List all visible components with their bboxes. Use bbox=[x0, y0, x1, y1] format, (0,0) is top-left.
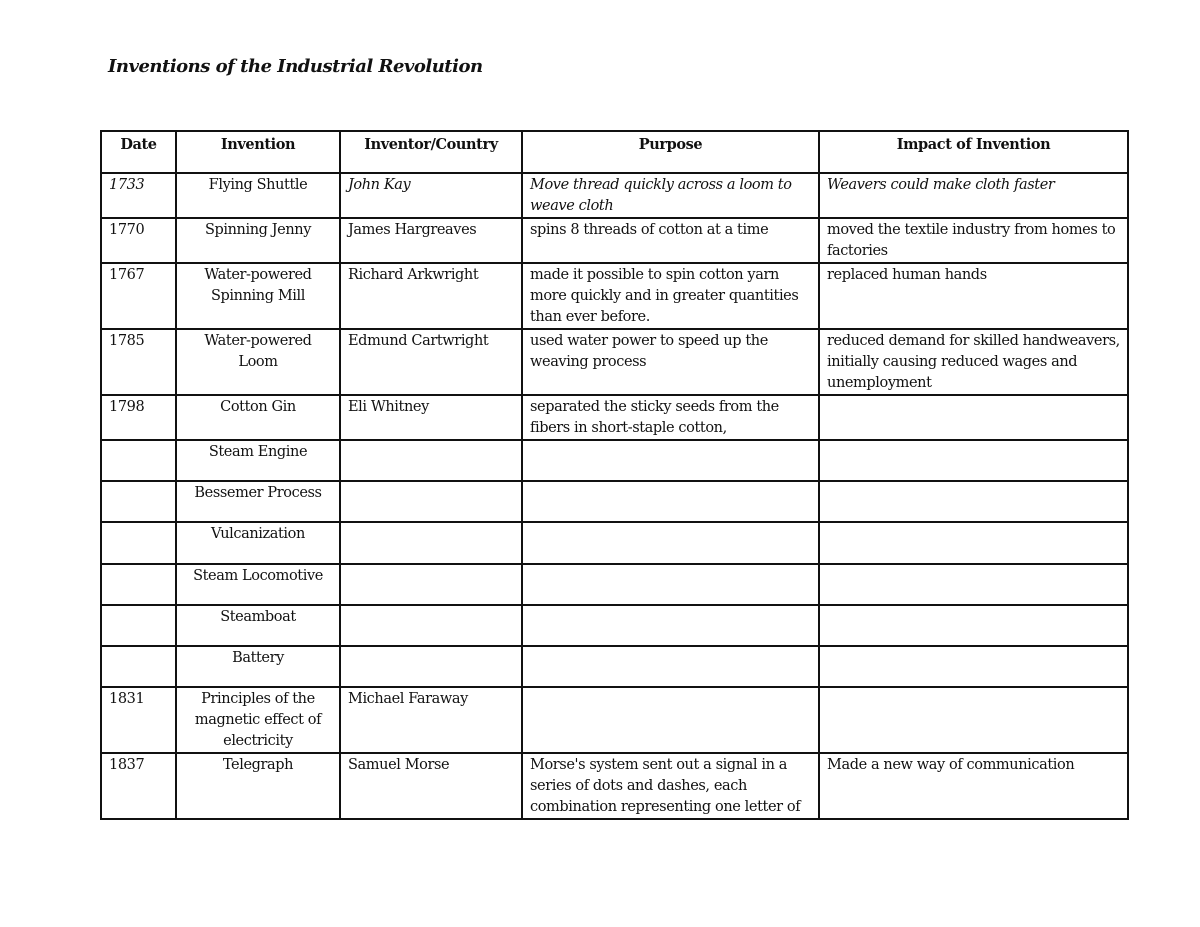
purpose-cell bbox=[522, 753, 819, 819]
purpose-cell bbox=[522, 481, 819, 522]
impact-cell bbox=[819, 481, 1128, 522]
impact-cell bbox=[819, 687, 1128, 753]
inventor-cell: Richard Arkwright bbox=[340, 263, 522, 329]
header-purpose: Purpose bbox=[522, 131, 819, 173]
invention-cell: Water-powered Spinning Mill bbox=[176, 263, 340, 329]
inventor-cell: James Hargreaves bbox=[340, 218, 522, 263]
date-cell: 1798 bbox=[101, 395, 176, 440]
invention-cell: Vulcanization bbox=[176, 522, 340, 564]
table-row bbox=[101, 218, 1128, 263]
invention-cell: Water-powered Loom bbox=[176, 329, 340, 395]
impact-cell bbox=[819, 646, 1128, 687]
inventions-table bbox=[100, 130, 1129, 820]
date-cell bbox=[101, 564, 176, 605]
impact-cell bbox=[819, 395, 1128, 440]
date-cell: 1767 bbox=[101, 263, 176, 329]
purpose-cell bbox=[522, 522, 819, 564]
table-row bbox=[101, 173, 1128, 218]
invention-cell: Steam Engine bbox=[176, 440, 340, 481]
inventor-cell bbox=[340, 522, 522, 564]
header-impact: Impact of Invention bbox=[819, 131, 1128, 173]
impact-cell: Weavers could make cloth faster bbox=[819, 173, 1128, 218]
inventor-cell bbox=[340, 646, 522, 687]
date-cell: 1733 bbox=[101, 173, 176, 218]
purpose-cell: separated the sticky seeds from the fibers in short-staple cotton, bbox=[522, 395, 819, 440]
invention-cell: Telegraph bbox=[176, 753, 340, 819]
table-row bbox=[101, 687, 1128, 753]
date-cell bbox=[101, 481, 176, 522]
impact-cell: reduced demand for skilled handweavers, initially causing reduced wages and unemployment bbox=[819, 329, 1128, 395]
date-cell: 1837 bbox=[101, 753, 176, 819]
document-title: Inventions of the Industrial Revolution bbox=[108, 56, 483, 77]
date-cell: 1785 bbox=[101, 329, 176, 395]
date-cell bbox=[101, 440, 176, 481]
purpose-cell: used water power to speed up the weaving process bbox=[522, 329, 819, 395]
table-header-row bbox=[101, 131, 1128, 173]
impact-cell: replaced human hands bbox=[819, 263, 1128, 329]
purpose-cell bbox=[522, 605, 819, 646]
date-cell: 1770 bbox=[101, 218, 176, 263]
table-row bbox=[101, 605, 1128, 646]
purpose-text: Morse's system sent out a signal in a series of dots and dashes, each combination representing one letter of bbox=[530, 757, 801, 815]
impact-cell: Made a new way of communication bbox=[819, 753, 1128, 819]
table-row bbox=[101, 329, 1128, 395]
purpose-cell: Move thread quickly across a loom to weave cloth bbox=[522, 173, 819, 218]
purpose-cell: spins 8 threads of cotton at a time bbox=[522, 218, 819, 263]
invention-cell: Flying Shuttle bbox=[176, 173, 340, 218]
inventor-cell: Samuel Morse bbox=[340, 753, 522, 819]
table-row bbox=[101, 263, 1128, 329]
inventor-cell bbox=[340, 564, 522, 605]
impact-cell bbox=[819, 605, 1128, 646]
purpose-cell bbox=[522, 440, 819, 481]
impact-cell bbox=[819, 564, 1128, 605]
table-row bbox=[101, 395, 1128, 440]
inventor-cell bbox=[340, 481, 522, 522]
invention-cell: Battery bbox=[176, 646, 340, 687]
table-row bbox=[101, 564, 1128, 605]
header-invention: Invention bbox=[176, 131, 340, 173]
date-cell: 1831 bbox=[101, 687, 176, 753]
header-inventor-country: Inventor/Country bbox=[340, 131, 522, 173]
invention-cell: Steam Locomotive bbox=[176, 564, 340, 605]
purpose-cell bbox=[522, 687, 819, 753]
inventor-cell: Michael Faraway bbox=[340, 687, 522, 753]
impact-cell bbox=[819, 440, 1128, 481]
table-row bbox=[101, 753, 1128, 819]
header-date: Date bbox=[101, 131, 176, 173]
table-row bbox=[101, 522, 1128, 564]
date-cell bbox=[101, 646, 176, 687]
invention-cell: Steamboat bbox=[176, 605, 340, 646]
date-cell bbox=[101, 522, 176, 564]
purpose-cell bbox=[522, 646, 819, 687]
inventor-cell: John Kay bbox=[340, 173, 522, 218]
purpose-cell: made it possible to spin cotton yarn more quickly and in greater quantities than ever before. bbox=[522, 263, 819, 329]
table-row bbox=[101, 481, 1128, 522]
invention-cell: Bessemer Process bbox=[176, 481, 340, 522]
inventor-cell bbox=[340, 440, 522, 481]
inventor-cell: Edmund Cartwright bbox=[340, 329, 522, 395]
invention-cell: Spinning Jenny bbox=[176, 218, 340, 263]
inventor-cell bbox=[340, 605, 522, 646]
impact-cell bbox=[819, 522, 1128, 564]
invention-cell: Principles of the magnetic effect of electricity bbox=[176, 687, 340, 753]
date-cell bbox=[101, 605, 176, 646]
inventor-cell: Eli Whitney bbox=[340, 395, 522, 440]
invention-cell: Cotton Gin bbox=[176, 395, 340, 440]
table-row bbox=[101, 440, 1128, 481]
table-row bbox=[101, 646, 1128, 687]
purpose-cell bbox=[522, 564, 819, 605]
impact-cell: moved the textile industry from homes to factories bbox=[819, 218, 1128, 263]
